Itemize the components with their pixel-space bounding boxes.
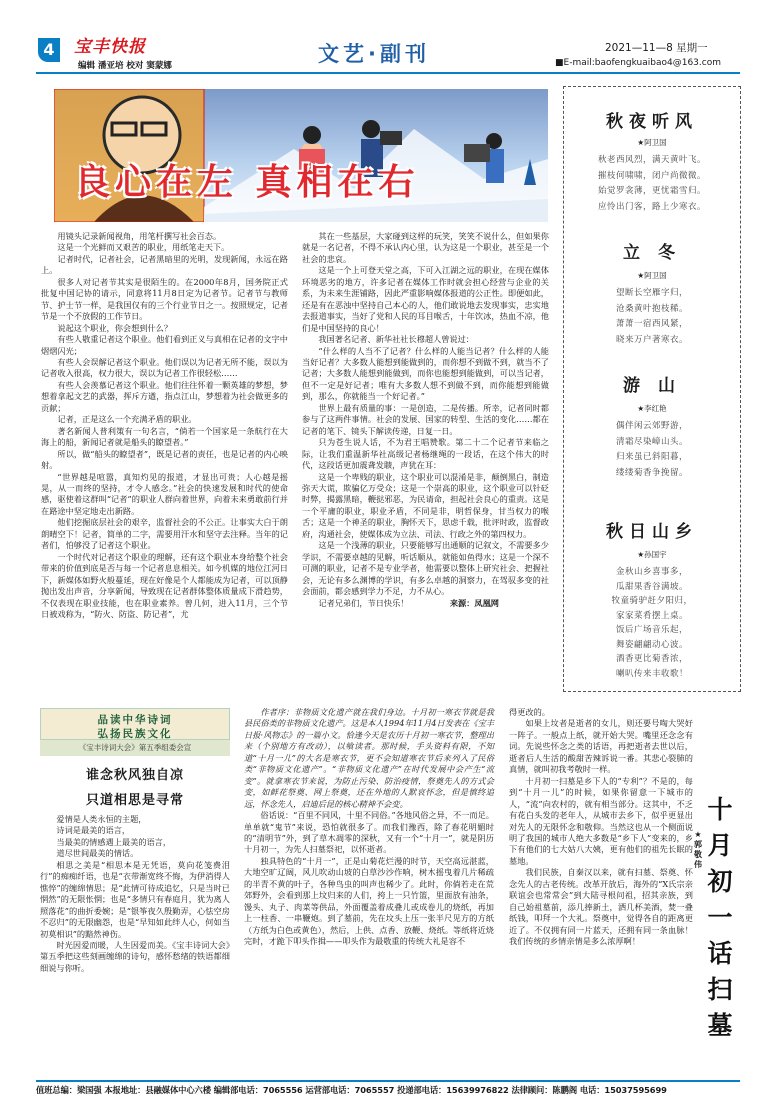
issue-date: 2021—11—8 星期一 [605, 42, 708, 54]
article-paragraph: 只为苍生说人话，不为君王唱赞歌。第二十二个记者节来临之际，让我们重温新华社高级记者杨继绳的一段话，在这个伟大的时代，这段话更加震聋发聩，声犹在耳： [302, 437, 549, 471]
article-paragraph: 这是一个光鲜而又艰苦的职业，用纸笔走天下。 [57, 242, 230, 253]
article-paragraph: 道尽世间最美的情话。 [56, 848, 139, 859]
article-source: 来源：凤凰网 [449, 597, 499, 608]
article-paragraph: 记者兄弟们，节日快乐！ [318, 597, 409, 608]
article-paragraph: 爱情是人类永恒的主题， [56, 814, 147, 824]
article-paragraph: 这是一个浅薄的职业，只要能够写出通顺的记叙文，不需要多少学识，不需要卓越的见解，听话顺从，就能如鱼得水；这是一个深不可测的职业，记者不是专业学者，他需要以整体上研究社会、把握社会，无论有多么渊博的学识，有多么卓越的洞察力，在驾驭多变的社会面前，都会感到学力不足，力不从心。 [302, 540, 549, 597]
article-column-3 [40, 764, 230, 974]
title-char: 十 [707, 795, 733, 824]
article-paragraph: 诗词是最美的语言， [56, 825, 131, 836]
poem-line: 喇叭传来丰收歌！ [615, 668, 688, 679]
article-intro: 作者序：非物质文化遗产就在我们身边。十月初一寒衣节就是我县民俗类的非物质文化遗产。这是本人1994年11月4日发表在《宝丰日报·风物志》的一篇小文。恰逢今天是农历十月初一寒衣节，整理出来（个别地方有改动），以飨读者。那时候，手头资料有限，不知道“十月一儿”的大名是寒衣节，更不会知道寒衣节后来列入了民俗类“非物质文化遗产”。“非物质文化遗产”在时代发展中会产生“流变”。就拿寒衣节来说，为防止污染、防治疫情，祭奠先人的方式会变，如鲜花祭奠、网上祭奠，还在外地的人默哀怀念，但是慎终追远，怀念先人，启迪后昆的核心精神不会变。 [244, 707, 494, 809]
contact-email: ■E-mail:baofengkuaibao4@163.com [555, 58, 721, 68]
article-paragraph: 有些人会误解记者这个职业。他们误以为记者无所不能，误以为记者收入很高，权力很大，误以为记者工作很轻松…… [41, 356, 288, 379]
article-column-2 [302, 231, 549, 610]
poem-title: 游 山 [623, 376, 681, 396]
poem-line: 始觉罗衾薄，更忧霜雪归。 [597, 186, 706, 196]
article-title: 谁念秋风独自凉 [85, 768, 184, 783]
footer-rule [36, 1080, 740, 1082]
article-paragraph: 这是一个卑贱的职业，这个职业可以混淆是非，颠倒黑白，制造弥天大谎，欺骗亿万受众；这是一个崇高的职业，这个职业可以针砭时弊，揭露黑暗，鞭挞邪恶，为民请命，担起社会良心的重责。这是一个平庸的职业，职业矛盾，不同是非，明哲保身，甘当权力的喉舌；这是一个神圣的职业，胸怀天下，思虑千载，批评时政，监督政府，沟通社会，使媒体成为立法、司法、行政之外的第四权力。 [302, 471, 549, 539]
poem-title: 立 冬 [623, 243, 681, 263]
poem-line: 金秋山乡喜事多， [615, 567, 688, 577]
promo-banner [40, 708, 230, 740]
poem-line: 萧萧一宿西风紧， [615, 319, 688, 329]
promo-strip-text: 《宝丰诗词大会》第五季组委会宣 [78, 743, 192, 752]
poem-author: ★李红艳 [637, 404, 667, 413]
poem-author: ★阿卫国 [637, 271, 667, 280]
poem-line: 应怜出门客，路上少寒衣。 [597, 201, 706, 212]
article-paragraph: “世界越是喧嚣，真知灼见的报道，才显出可贵；人心越是摇晃，从一而终的坚持，才令人感念。”社会的快速发展和时代的使命感，驱使着这群叫“记者”的职业人群向着世界，向着未来勇敢前行并在路途中坚定地走出新路。 [41, 471, 288, 516]
article-paragraph: 得更改的。 [509, 707, 550, 717]
poem-line: 清霜尽染嶂山头。 [615, 436, 688, 447]
article-paragraph: 十月初一扫墓是乡下人的“专利”？不是的，每到“十月一儿”的时候，如果你留意一下城市的人，“流”向农村的，就有相当部分。这其中，不乏有花白头发的老年人，从城市去乡下，似乎更显出对先人的无限怀念和敬仰。当然这也从一个侧面说明了我国的城市人绝大多数是“乡下人”变来的，乡下有他们的七大姑八大姨，更有他们的祖先长眠的墓地。 [509, 775, 693, 866]
poem-line: 沧桑黄叶抱枝稀。 [615, 303, 688, 314]
article-paragraph: 如果上坟者是逝者的女儿，则还要号啕大哭好一阵子。一般点上纸，就开始大哭。嘴里还念念有词。先说些怀念之类的话语，再把逝者去世以后，逝者后人生活的酸甜苦辣诉说一番。其悲心裂肺的真情，就叫初我考敬时一样。 [509, 718, 693, 775]
poem [564, 107, 740, 215]
poem-line: 酒香更比菊香浓， [615, 654, 688, 664]
poem-line: 望断长空雁字归， [615, 288, 688, 298]
poem-line: 摧枝何啸啸，闭户尚微微。 [597, 170, 706, 181]
editor-credits: 编辑 潘亚培 校对 窦蒙娜 [78, 61, 172, 71]
footer-info: 值班总编：梁国强 本报地址：县融媒体中心六楼 编辑部电话：7065556 运营部电话：7065557 投递部电话：15639976822 法律顾问：陈鹏阁 电话：15037595699 [36, 1085, 667, 1095]
article-paragraph: 他们挖掘底层社会的艰辛，监督社会的不公正。让事实大白于朗朗晴空下！记者，简单的二字，需要用汗水和坚守去注释。当年的记者们，怕够没了记者这个职业。 [41, 517, 288, 551]
poem-line: 饭后广场音乐起， [615, 625, 688, 635]
article-column-4 [244, 707, 494, 948]
header-rule [36, 72, 740, 74]
title-char: 墓 [707, 1011, 733, 1040]
title-char: 扫 [707, 975, 733, 1004]
article-paragraph: 这是一个上可登天堂之高，下可入江湖之远的职业，在现在媒体环境恶劣的地方，许多记者在媒体工作时就会担心经营与企业的关系，为未来生涯铺路，因此严重影响媒体报道的公正性。即便如此，还是有在恶浊中坚持自己本心的人，他们敢说地去发现事实，忠实地去报道事实，当好了党和人民的耳目喉舌，十年饮冰，热血不凉，他们是中国坚持的良心！ [302, 265, 549, 333]
newspaper-logo: 宝丰快报 [74, 37, 146, 57]
article-paragraph: 当最美的情感遇上最美的语言， [56, 836, 172, 847]
article-title: 只道相思是寻常 [85, 793, 184, 808]
article-paragraph: 所以，做“船头的瞭望者”，既是记者的责任，也是记者的内心映射。 [41, 448, 288, 471]
vertical-title-author: ★郭敬伟 [694, 830, 702, 869]
title-char: 一 [707, 903, 733, 932]
title-char: 话 [707, 939, 733, 968]
poem-author: ★阿卫国 [637, 138, 667, 147]
article-paragraph: 一个时代对记者这个职业的理解，还有这个职业本身给整个社会带来的价值到底是否与每一个记者息息相关。如今机媒的地位江河日下，新媒体如野火般蔓延，现在好像是个人都能成为记者，可以顶静抛出发出声音，分享新闻，导致现在记者群体整体质量成下滑趋势，不仅表现在职业技能，也在职业素养。曾几何，进入11月，三个节日被戏称为，“防火、防盗、防记者”，尤 [41, 551, 288, 619]
poem-line: 牧童骑驴赶夕阳归， [611, 596, 693, 606]
article-paragraph: 有些人会羡慕记者这个职业。他们往往怀着一颗英雄的梦想，梦想着拿起文艺的武器，挥斥方遒，指点江山，梦想着为社会做更多的贡献； [41, 379, 288, 413]
poem [564, 517, 740, 681]
poem-line: 晓来万户著寒衣。 [615, 334, 688, 345]
article-paragraph: 记者，正是这么一个充满矛盾的职业。 [57, 414, 197, 425]
vertical-article-title [705, 792, 735, 1044]
poem [564, 238, 740, 348]
article-paragraph: 有些人敬重记者这个职业。他们看到正义与真相在记者的文字中熠熠闪光； [41, 334, 288, 356]
article-paragraph: “什么样的人当不了记者？什么样的人能当记者？什么样的人能当好记者？大多数人能想到能做到的，而你想不到做不到，就当不了记者；大多数人能想到能做到，而你也能想到能做到，可以当记者，但不一定是好记者；唯有大多数人想不到做不到，而你能想到能做到，那么，你就能当一个好记者。” [302, 345, 549, 402]
article-paragraph: 说起这个职业，你会想到什么？ [57, 322, 173, 333]
poem-title: 秋夜听风 [606, 112, 698, 132]
banner-illustration [54, 89, 548, 222]
poem-sidebar [563, 86, 741, 692]
article-paragraph: 世界上最有质量的事：一是创造，二是传播。所幸，记者同时都参与了这两件事情。社会的发展、国家的转型、生活的变化……都在记者的笔下、镜头下解读传递，日复一日。 [302, 402, 549, 436]
promo-strip [40, 740, 230, 756]
article-paragraph: 我们民族，自秦汉以来，就有扫墓、祭奠、怀念先人的古老传统。改革开放后，海外的“X氏宗亲联谊会也常常会”到大陆寻根问祖，招其亲族，到自己始祖墓前，添几捧新土，洒几杯美酒，焚一叠纸钱，叩拜一个大礼。祭奠中，觉得各自的距离更近了。不仅拥有同一片蓝天，还拥有同一条血脉！我们传统的乡情亲情是多么浓厚啊！ [509, 867, 693, 947]
article-paragraph: 记者时代，记者社会，记者黑暗里的光明，发现新闻，永远在路上。 [41, 253, 288, 276]
article-paragraph: 其在一些基层，大家碰到这样的玩笑，笑笑不说什么，但如果你就是一名记者，不得不承认内心里，认为这是一个职业，甚至是一个社会的悲哀。 [302, 231, 549, 264]
article-paragraph: 很多人对记者节其实是很陌生的。在2000年8月，国务院正式批复中国记协的请示，同意将11月8日定为记者节。记者节与教师节、护士节一样，是我国仅有的三个行业节日之一。按照规定，记者节是一个不放假的工作节日。 [41, 276, 288, 322]
article-paragraph: 独具特色的“十月一”，正是山菊花烂漫的时节，天空高远湛蓝，大地空旷辽阔，风儿吹动山坡的白草沙沙作响，树木摇曳着几片稀疏的半青不黄的叶子，各种鸟虫的叫声也稀少了。此时，你倘若走在荒郊野外，会看到那上坟归来的人们，挎上一只竹篮，里面放有油条，馒头、丸子、肉菜等供品，外面覆盖着成叠儿或成卷儿的烧纸，再加上一柱香、一串鞭炮。到了墓前，先在坟头上压一张半尺见方的方纸（方纸为白色或黄色），然后，上供、点香、放鞭、烧纸。等纸将近烧完时，才跪下叩头作揖——叩头作为最敬重的传统大礼是容不 [244, 855, 494, 947]
article-paragraph: 著名新闻人普利策有一句名言，“倘若一个国家是一条航行在大海上的船，新闻记者就是船头的瞭望者。” [41, 425, 288, 448]
article-paragraph: 时光因爱而暖，人生因爱而美。《宝丰诗词大会》第五季把这些刻画缠绵的诗句，感怀愁绪的铁语都细细说与你听。 [40, 939, 230, 973]
page-number: 4 [38, 38, 60, 62]
poem-line: 家家菜肴摆上桌。 [615, 610, 688, 621]
poem-line: 秋老西风烈，满天黄叶飞。 [597, 155, 706, 165]
poem-line: 归来虽已斜阳暮， [615, 452, 688, 462]
poem-line: 缕缕菊香争挽留。 [615, 467, 688, 478]
title-char: 初 [707, 867, 733, 896]
poem-line: 瓜甜果香谷满坡。 [615, 581, 688, 592]
article-column-1 [41, 231, 288, 620]
banner-title: 良心在左 真相在右 [74, 162, 420, 203]
article-paragraph: 俗话说：“百里不同风，十里不同俗。”各地风俗之异，不一而足。单单就“鬼节”来说，恐怕就很多了。而我们豫西，除了春花明媚时的“清明节”外，到了草木凋零的深秋，又有一个“十月一”，就是阴历十月初一，为先人扫墓祭祀，以怀逝者。 [244, 810, 494, 855]
poem-title: 秋日山乡 [606, 522, 698, 542]
title-char: 月 [707, 831, 733, 860]
article-paragraph: 相思之美是“相思本是无凭语，莫向花笺费泪行”的痴痴纤语，也是“衣带渐宽终不悔，为伊消得人憔悴”的缠绵情思；是“此情可待成追忆，只是当时已惘然”的无限怅惘；也是“多情只有春庭月，犹为离人照落花”的曲折委婉；是“银筝夜久殷勤弄，心怯空房不忍归”的无限幽怨，也是“早知如此绊人心，何如当初莫相识”的黯然神伤。 [40, 859, 230, 939]
promo-line: 品读中华诗词 [97, 714, 173, 726]
article-paragraph: 用镜头记录新闻视角，用笔杆撰写社会百态。 [57, 231, 222, 241]
article-paragraph: 我国著名记者、新华社社长穆超人曾说过： [318, 334, 474, 345]
poem-author: ★孙国宇 [637, 550, 667, 559]
poem-line: 偶伴闲云郊野游， [615, 421, 688, 431]
poem [564, 371, 740, 481]
poem-line: 舞姿翩翩动心波。 [615, 639, 688, 650]
promo-line: 弘扬民族文化 [97, 728, 173, 740]
article-column-5 [509, 707, 693, 948]
section-title: 文艺·副刊 [318, 42, 430, 66]
